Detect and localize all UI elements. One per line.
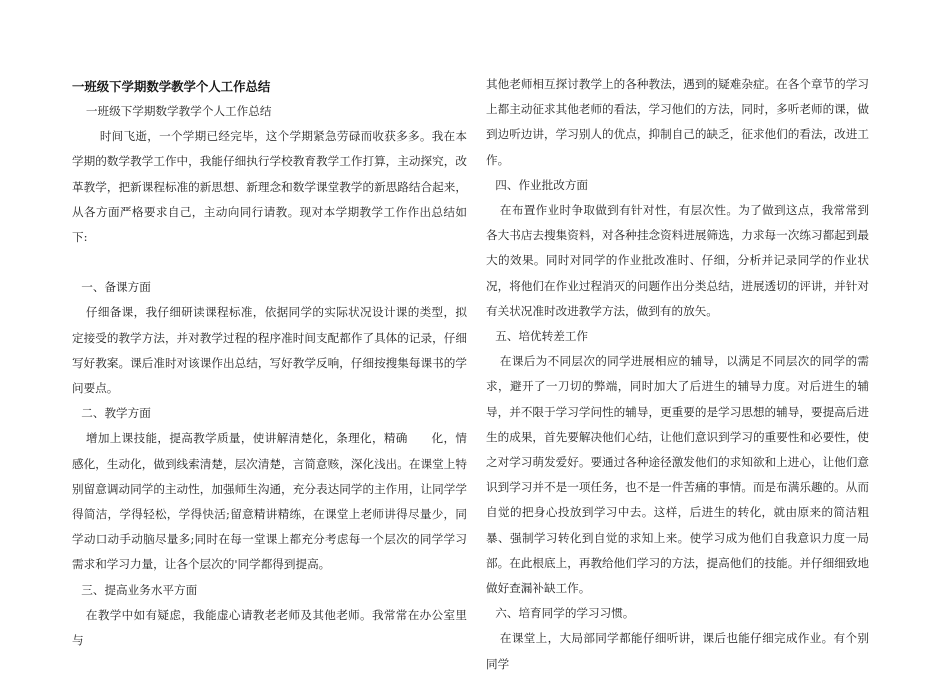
section-heading-lesson-prep: 一、备课方面 <box>81 280 151 295</box>
section-body-tutoring: 在课后为不同层次的同学进展相应的辅导，以满足不同层次的同学的需求，避开了一刀切的弊端，同时加大了后进生的辅导力度。对后进生的辅导，并不限于学习学问性的辅导，更重要的是学习思想的辅导，要提高后进生的成果，首先要解决他们心结，让他们意识到学习的重要性和必要性，使之对学习萌发爱好。要通过各种途径激发他们的求知欲和上进心，让他们意识到学习并不是一项任务，也不是一件苦痛的事情。而是布满乐趣的。从而自觉的把身心投放到学习中去。这样，后进生的转化，就由原来的简洁粗暴、强制学习转化到自觉的求知上来。使学习成为他们自我意识力度一局部。在此根底上，再教给他们学习的方法，提高他们的技能。并仔细细致地做好查漏补缺工作。 <box>486 354 869 596</box>
section-heading-habits: 六、培育同学的学习习惯。 <box>495 606 635 621</box>
section-body-professional-cont: 其他老师相互探讨教学上的各种教法，遇到的疑难杂症。在各个章节的学习上都主动征求其他老师的看法，学习他们的方法，同时，多听老师的课，做到边听边讲，学习别人的优点，抑制自己的缺乏，征求他们的看法，改进工作。 <box>486 77 869 167</box>
section-body-teaching: 增加上课技能，提高教学质量，使讲解清楚化，条理化，精确 化，情感化，生动化，做到线索清楚，层次清楚，言简意赅，深化浅出。在课堂上特别留意调动同学的主动性，加强师生沟通，充分表达同学的主作用，让同学学得简洁，学得轻松，学得快活;留意精讲精练，在课堂上老师讲得尽量少，同学动口动手动脑尽量多;同时在每一堂课上都充分考虑每一个层次的同学学习需求和学习力量，让各个层次的'同学都得到提高。 <box>72 431 467 572</box>
section-heading-tutoring: 五、培优转差工作 <box>495 329 589 344</box>
section-heading-teaching: 二、教学方面 <box>81 406 151 421</box>
section-body-professional-start: 在教学中如有疑虑，我能虚心请教老老师及其他老师。我常常在办公室里与 <box>72 607 467 648</box>
section-body-habits: 在课堂上，大局部同学都能仔细听讲，课后也能仔细完成作业。有个别同学 <box>486 631 869 671</box>
document-subtitle: 一班级下学期数学教学个人工作总结 <box>85 104 272 118</box>
intro-paragraph: 时间飞逝，一个学期已经完毕，这个学期紧急劳碌而收获多多。我在本学期的数学教学工作中，我能仔细执行学校教育教学工作打算，主动探究，改革教学，把新课程标准的新思想、新理念和数学课堂教学的新思路结合起来，从各方面严格要求自己，主动向同行请教。现对本学期教学工作作出总结如下: <box>72 129 467 245</box>
document-title: 一班级下学期数学教学个人工作总结 <box>72 79 271 94</box>
left-column <box>72 72 467 653</box>
right-column <box>486 72 869 677</box>
paragraph-gap <box>72 250 467 275</box>
section-heading-professional: 三、提高业务水平方面 <box>81 582 198 597</box>
section-heading-homework: 四、作业批改方面 <box>495 177 589 192</box>
section-body-lesson-prep: 仔细备课，我仔细研读课程标准，依据同学的实际状况设计课的类型，拟定接受的教学方法，并对教学过程的程序准时间支配都作了具体的记录，仔细写好教案。课后准时对该课作出总结，写好教学反响，仔细按搜集每课书的学问要点。 <box>72 305 467 396</box>
section-body-homework: 在布置作业时争取做到有针对性，有层次性。为了做到这点，我常常到各大书店去搜集资料，对各种挂念资料进展筛选，力求每一次练习都起到最大的效果。同时对同学的作业批改准时、仔细，分析并记录同学的作业状况，将他们在作业过程消灭的问题作出分类总结，进展透切的评讲，并针对有关状况准时改进教学方法，做到有的放矢。 <box>486 203 869 318</box>
